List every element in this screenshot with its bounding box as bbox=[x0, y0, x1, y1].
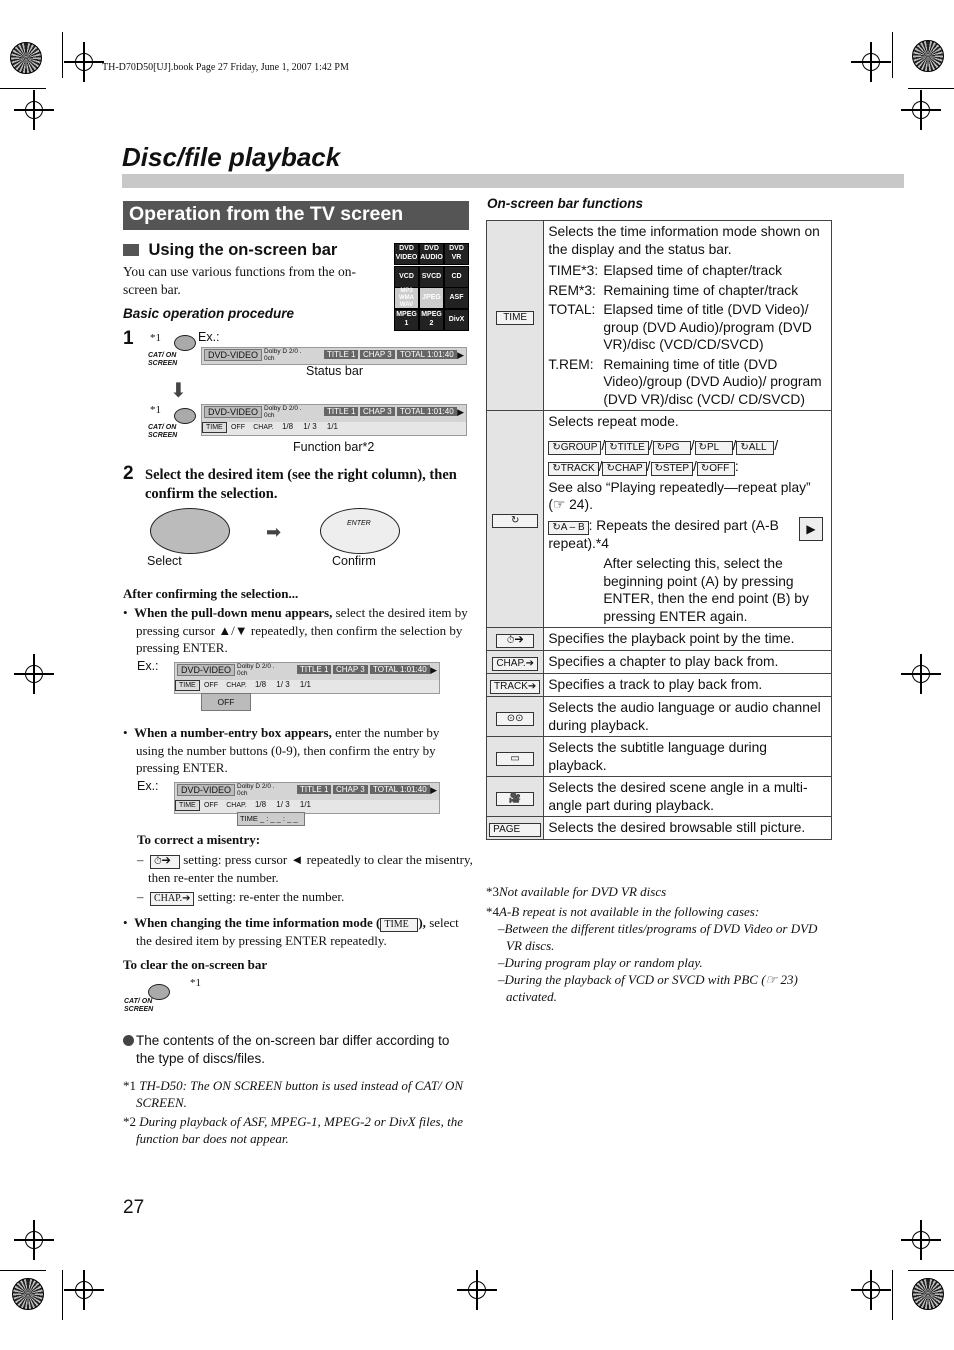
confirm-label: Confirm bbox=[332, 554, 376, 568]
number-entry-box-example: TIME _ : _ _ : _ _ bbox=[237, 812, 305, 826]
osd-play-icon: ▶ bbox=[457, 407, 464, 417]
crop-line bbox=[892, 32, 893, 78]
step-2-number: 2 bbox=[123, 463, 134, 484]
osd-chap-button: CHAP. bbox=[253, 424, 274, 431]
bullet-number-bold: When a number-entry box appears, bbox=[134, 725, 332, 740]
osd-chap: CHAP 3 bbox=[333, 785, 368, 794]
repeat-mode-group: ↻GROUP bbox=[548, 441, 601, 455]
time-row-value: Remaining time of title (DVD Video)/group (DVD Audio)/ program (DVD VR)/disc (VCD/ CD/SVCD) bbox=[603, 356, 822, 407]
time-row-value: Elapsed time of chapter/track bbox=[603, 263, 783, 278]
time-row bbox=[548, 262, 827, 280]
footnote-4-mark: *4 bbox=[486, 904, 499, 919]
repeat-intro: Selects repeat mode. bbox=[548, 414, 679, 429]
time-row bbox=[548, 301, 827, 354]
registration-cross bbox=[22, 1228, 46, 1252]
track-search-cell bbox=[487, 674, 544, 697]
badge-mp3: MP3 WMA WAV bbox=[394, 287, 419, 309]
footnote-2-text: During playback of ASF, MPEG-1, MPEG-2 or DivX files, the function bar does not appear. bbox=[136, 1114, 463, 1146]
repeat-mode-title: ↻TITLE bbox=[605, 441, 649, 455]
time-search-icon: ⏱➔ bbox=[150, 855, 180, 869]
bullet-pulldown-ex: Ex.: bbox=[137, 659, 159, 673]
osd-disc-type: DVD-VIDEO bbox=[204, 349, 262, 361]
on-screen-bar-functions-table bbox=[486, 220, 832, 840]
registration-disc-top-left bbox=[10, 42, 42, 74]
repeat-mode-step: ↻STEP bbox=[651, 462, 694, 476]
crop-line bbox=[0, 88, 46, 89]
angle-cell bbox=[487, 777, 544, 817]
time-cell bbox=[487, 221, 544, 411]
section-title: Operation from the TV screen bbox=[129, 203, 404, 225]
after-confirm-title: After confirming the selection... bbox=[123, 586, 299, 601]
footnote-1-mark: *1 bbox=[123, 1078, 136, 1093]
bullet-time-bold-1: When changing the time information mode ( bbox=[134, 915, 381, 930]
osd-chap-button: CHAP. bbox=[226, 682, 247, 689]
misentry-2-text: setting: re-enter the number. bbox=[194, 889, 345, 904]
page-desc: Selects the desired browsable still picture. bbox=[544, 817, 832, 840]
osd-repeat-off: OFF bbox=[230, 424, 245, 431]
track-search-desc: Specifies a track to play back from. bbox=[544, 674, 832, 697]
time-search-cell bbox=[487, 628, 544, 651]
osd-audio-format: Dolby D 2/0 . 0ch bbox=[237, 663, 275, 677]
subtitle-icon: ▭ bbox=[496, 752, 534, 766]
osd-time-button: TIME bbox=[202, 422, 227, 433]
repeat-mode-off: ↻OFF bbox=[697, 462, 735, 476]
badge-asf: ASF bbox=[444, 287, 469, 309]
table-row bbox=[487, 674, 832, 697]
time-search-icon: ⏱➔ bbox=[496, 634, 534, 648]
osd-chap: CHAP 3 bbox=[360, 350, 395, 359]
osd-audio-format: Dolby D 2/0 . 0ch bbox=[237, 783, 275, 797]
section-title-bar bbox=[123, 201, 469, 230]
ab-repeat-text: : Repeats the desired part (A-B repeat).*4 bbox=[548, 517, 779, 551]
step-1b-footnote-mark: *1 bbox=[150, 404, 161, 416]
osd-time-button: TIME bbox=[175, 800, 200, 811]
osd-disc-type: DVD-VIDEO bbox=[177, 664, 235, 676]
subsection-icon bbox=[123, 244, 139, 256]
page-cell bbox=[487, 817, 544, 840]
registration-cross bbox=[22, 662, 46, 686]
time-row-value: Elapsed time of title (DVD Video)/ group (DVD Audio)/program (DVD VR)/disc (VCD/CD/SVCD) bbox=[603, 302, 812, 352]
osd-play-icon: ▶ bbox=[430, 665, 437, 675]
time-row bbox=[548, 282, 827, 300]
registration-cross bbox=[72, 1278, 96, 1302]
osd-function-row bbox=[175, 680, 439, 693]
bullet-time-text: select the desired item by pressing ENTER repeatedly. bbox=[136, 915, 459, 948]
remote-button-icon bbox=[174, 335, 196, 351]
badge-svcd: SVCD bbox=[419, 266, 444, 288]
angle-desc: Selects the desired scene angle in a multi-angle part during playback. bbox=[544, 777, 832, 817]
bullet-pulldown-text: select the desired item by pressing cursor ▲/▼ repeatedly, then confirm the selection by pressing ENTER. bbox=[136, 605, 468, 655]
cursor-pad-select-icon bbox=[150, 508, 230, 554]
cat-on-screen-label: CAT/ ON SCREEN bbox=[148, 424, 178, 439]
crop-line bbox=[908, 1270, 954, 1271]
osd-title: TITLE 1 bbox=[297, 665, 331, 674]
bullet-number-ex: Ex.: bbox=[137, 779, 159, 793]
number-entry-example-bar bbox=[174, 782, 440, 814]
footnote-2 bbox=[123, 1113, 468, 1147]
osd-time-button: TIME bbox=[175, 680, 200, 691]
badge-mpeg1: MPEG 1 bbox=[394, 309, 419, 331]
repeat-mode-pg: ↻PG bbox=[653, 441, 691, 455]
footnote-3 bbox=[486, 883, 831, 900]
clear-bar-title: To clear the on-screen bar bbox=[123, 957, 268, 972]
repeat-mode-track: ↻TRACK bbox=[548, 462, 598, 476]
cat-on-screen-label: CAT/ ON SCREEN bbox=[124, 998, 154, 1013]
repeat-modes: ↻GROUP / ↻TITLE / ↻PG / ↻PL / ↻ALL / ↻TRACK / ↻CHAP / ↻STEP / ↻OFF : bbox=[548, 435, 827, 477]
osd-subtitle-value: 1/ 3 bbox=[276, 800, 290, 809]
pulldown-menu-example: OFF bbox=[201, 693, 251, 711]
enter-key-label: ENTER bbox=[347, 520, 371, 527]
osd-total: TOTAL 1:01:40 bbox=[397, 350, 457, 359]
audio-cell bbox=[487, 697, 544, 737]
badge-cd: CD bbox=[444, 266, 469, 288]
table-row bbox=[487, 697, 832, 737]
osd-audio-format: Dolby D 2/0 . 0ch bbox=[264, 405, 302, 419]
misentry-1-text: setting: press cursor ◄ repeatedly to clear the misentry, then re-enter the number. bbox=[148, 852, 473, 885]
next-page-icon: ▶ bbox=[799, 517, 823, 541]
badge-dvd-video: DVD VIDEO bbox=[394, 243, 419, 265]
osd-title: TITLE 1 bbox=[324, 407, 358, 416]
osd-audio-value: 1/8 bbox=[281, 422, 294, 431]
time-row bbox=[548, 356, 827, 409]
registration-disc-bottom-right bbox=[912, 1278, 944, 1310]
osd-angle-value: 1/1 bbox=[326, 422, 338, 431]
chapter-search-icon: CHAP.➔ bbox=[492, 657, 538, 671]
table-row bbox=[487, 221, 832, 411]
time-row-key: REM*3: bbox=[548, 282, 596, 298]
clear-footnote-mark: *1 bbox=[190, 977, 201, 989]
bullet-pulldown-bold: When the pull-down menu appears, bbox=[134, 605, 333, 620]
example-label: Ex.: bbox=[198, 330, 220, 344]
cat-on-screen-label: CAT/ ON SCREEN bbox=[148, 352, 178, 367]
footnote-3-mark: *3 bbox=[486, 884, 499, 899]
table-title: On-screen bar functions bbox=[487, 196, 644, 211]
osd-subtitle-value: 1/ 3 bbox=[276, 680, 290, 689]
osd-function-row bbox=[175, 800, 439, 813]
ab-repeat-icon: ↻A – B bbox=[548, 521, 588, 535]
osd-title: TITLE 1 bbox=[297, 785, 331, 794]
step-1-number: 1 bbox=[123, 328, 134, 349]
osd-total: TOTAL 1:01:40 bbox=[370, 785, 430, 794]
footnote-4-item: –Between the different titles/programs of DVD Video or DVD VR discs. bbox=[498, 921, 818, 953]
table-row bbox=[487, 777, 832, 817]
table-row bbox=[487, 411, 832, 628]
bullet-time-bold-2: ), bbox=[418, 915, 426, 930]
osd-audio-format: Dolby D 2/0 . 0ch bbox=[264, 348, 302, 362]
note-text: The contents of the on-screen bar differ according to the type of discs/files. bbox=[136, 1033, 450, 1066]
page-icon: PAGE bbox=[489, 823, 541, 837]
footnote-4-text: A-B repeat is not available in the following cases: bbox=[499, 904, 760, 919]
osd-repeat-off: OFF bbox=[203, 802, 218, 809]
time-icon: TIME bbox=[496, 311, 534, 325]
registration-cross bbox=[859, 50, 883, 74]
step-2-text: Select the desired item (see the right column), then confirm the selection. bbox=[145, 467, 457, 502]
repeat-mode-pl: ↻PL bbox=[695, 441, 733, 455]
badge-vcd: VCD bbox=[394, 266, 419, 288]
osd-chap-button: CHAP. bbox=[226, 802, 247, 809]
osd-play-icon: ▶ bbox=[430, 785, 437, 795]
track-search-icon: TRACK➔ bbox=[490, 680, 540, 694]
select-label: Select bbox=[147, 554, 182, 568]
repeat-cell bbox=[487, 411, 544, 628]
osd-function-row bbox=[202, 422, 466, 435]
chapter-search-desc: Specifies a chapter to play back from. bbox=[544, 651, 832, 674]
time-search-desc: Specifies the playback point by the time. bbox=[544, 628, 832, 651]
repeat-mode-chap: ↻CHAP bbox=[602, 462, 646, 476]
time-row-key: TOTAL: bbox=[548, 302, 596, 317]
misentry-title: To correct a misentry: bbox=[137, 832, 261, 847]
registration-cross bbox=[72, 50, 96, 74]
time-intro: Selects the time information mode shown on the display and the status bar. bbox=[548, 224, 820, 257]
page-title: Disc/file playback bbox=[122, 142, 341, 172]
subsection-title-row bbox=[123, 241, 337, 260]
bullet-number-entry: • When a number-entry box appears, enter the number by using the number buttons (0-9), then confirm the entry by pressing ENTER. bbox=[123, 725, 440, 775]
registration-disc-bottom-left bbox=[12, 1278, 44, 1310]
book-header-line: TH-D70D50[UJ].book Page 27 Friday, June 1, 2007 1:42 PM bbox=[102, 62, 349, 73]
table-row bbox=[487, 628, 832, 651]
osd-audio-value: 1/8 bbox=[254, 800, 267, 809]
osd-subtitle-value: 1/ 3 bbox=[303, 422, 317, 431]
osd-total: TOTAL 1:01:40 bbox=[370, 665, 430, 674]
osd-title: TITLE 1 bbox=[324, 350, 358, 359]
function-bar-example bbox=[201, 404, 467, 436]
crop-line bbox=[892, 1270, 893, 1320]
footnote-4-item: –During program play or random play. bbox=[498, 955, 703, 970]
bullet-number-text: enter the number by using the number buttons (0-9), then confirm the entry by pressing ENTER. bbox=[136, 725, 440, 775]
osd-repeat-off: OFF bbox=[203, 682, 218, 689]
status-bar-example bbox=[201, 347, 467, 365]
crop-line bbox=[62, 32, 63, 78]
badge-jpeg: JPEG bbox=[419, 287, 444, 309]
bullet-pulldown: • When the pull-down menu appears, select the desired item by pressing cursor ▲/▼ repeatedly, then confirm the selection by pressing ENTER. bbox=[123, 605, 468, 655]
crop-line bbox=[0, 1270, 46, 1271]
chapter-search-cell bbox=[487, 651, 544, 674]
repeat-desc bbox=[544, 411, 832, 628]
osd-angle-value: 1/1 bbox=[299, 800, 311, 809]
note-icon bbox=[123, 1035, 134, 1046]
registration-cross bbox=[909, 1228, 933, 1252]
osd-angle-value: 1/1 bbox=[299, 680, 311, 689]
time-row-key: T.REM: bbox=[548, 356, 594, 372]
step-1-footnote-mark: *1 bbox=[150, 332, 161, 344]
function-bar-caption: Function bar*2 bbox=[293, 440, 375, 454]
ab-repeat-detail: After selecting this, select the beginning point (A) by pressing ENTER, then the end point (B) by pressing ENTER again. bbox=[603, 556, 809, 624]
misentry-chapter-search: – CHAP.➔ setting: re-enter the number. bbox=[137, 889, 345, 904]
footnote-1-text: TH-D50: The ON SCREEN button is used instead of CAT/ ON SCREEN. bbox=[136, 1078, 464, 1110]
footnote-4 bbox=[486, 903, 831, 920]
registration-cross bbox=[909, 98, 933, 122]
angle-icon: 🎥 bbox=[496, 792, 534, 806]
misentry-time-search: – ⏱➔ setting: press cursor ◄ repeatedly to clear the misentry, then re-enter the number. bbox=[137, 852, 473, 885]
osd-audio-value: 1/8 bbox=[254, 680, 267, 689]
subtitle-desc: Selects the subtitle language during playback. bbox=[544, 737, 832, 777]
registration-cross bbox=[909, 662, 933, 686]
osd-play-icon: ▶ bbox=[457, 350, 464, 360]
bullet-time-mode: • When changing the time information mode ( TIME ), select the desired item by pressing ENTER repeatedly. bbox=[123, 915, 459, 948]
badge-dvd-vr: DVD VR bbox=[444, 243, 469, 265]
osd-chap: CHAP 3 bbox=[333, 665, 368, 674]
chapter-search-icon: CHAP.➔ bbox=[150, 892, 194, 906]
time-desc bbox=[544, 221, 832, 411]
table-row bbox=[487, 651, 832, 674]
repeat-icon: ↻ bbox=[492, 514, 538, 528]
left-footnotes bbox=[123, 1077, 468, 1147]
ab-repeat bbox=[548, 517, 827, 626]
footnote-3-text: Not available for DVD VR discs bbox=[499, 884, 667, 899]
osd-disc-type: DVD-VIDEO bbox=[177, 784, 235, 796]
footnote-1 bbox=[123, 1077, 468, 1111]
footnote-2-mark: *2 bbox=[123, 1114, 136, 1129]
status-bar-caption: Status bar bbox=[306, 364, 363, 378]
title-rule bbox=[122, 174, 904, 188]
time-mode-icon: TIME bbox=[380, 918, 418, 932]
audio-icon: ⊙⊙ bbox=[496, 712, 534, 726]
intro-text: You can use various functions from the on-screen bar. bbox=[123, 264, 356, 297]
repeat-mode-all: ↻ALL bbox=[736, 441, 774, 455]
registration-cross bbox=[859, 1278, 883, 1302]
audio-desc: Selects the audio language or audio channel during playback. bbox=[544, 697, 832, 737]
remote-button-icon bbox=[174, 408, 196, 424]
repeat-see-also: See also “Playing repeatedly—repeat play” (☞ 24). bbox=[548, 479, 811, 512]
crop-line bbox=[62, 1270, 63, 1320]
badge-divx: DivX bbox=[444, 309, 469, 331]
table-row bbox=[487, 817, 832, 840]
registration-cross bbox=[465, 1278, 489, 1302]
time-row-key: TIME*3: bbox=[548, 263, 599, 278]
basic-procedure-title: Basic operation procedure bbox=[123, 306, 295, 321]
badge-dvd-audio: DVD AUDIO bbox=[419, 243, 444, 265]
right-arrow-icon: ➡ bbox=[266, 522, 282, 542]
registration-disc-top-right bbox=[912, 40, 944, 72]
time-row-value: Remaining time of chapter/track bbox=[603, 282, 799, 298]
osd-disc-type: DVD-VIDEO bbox=[204, 406, 262, 418]
subsection-title: Using the on-screen bar bbox=[148, 241, 338, 259]
pulldown-example-bar bbox=[174, 662, 440, 694]
table-row bbox=[487, 737, 832, 777]
crop-line bbox=[908, 88, 954, 89]
osd-total: TOTAL 1:01:40 bbox=[397, 407, 457, 416]
subtitle-cell bbox=[487, 737, 544, 777]
footnote-4-item: –During the playback of VCD or SVCD with PBC (☞ 23) activated. bbox=[498, 972, 798, 1004]
cursor-pad-enter-icon bbox=[320, 508, 400, 554]
osd-chap: CHAP 3 bbox=[360, 407, 395, 416]
registration-cross bbox=[22, 98, 46, 122]
page-number: 27 bbox=[123, 1197, 145, 1218]
down-arrow-icon: ⬇ bbox=[170, 380, 187, 402]
right-footnotes bbox=[486, 883, 831, 1005]
badge-mpeg2: MPEG 2 bbox=[419, 309, 444, 331]
